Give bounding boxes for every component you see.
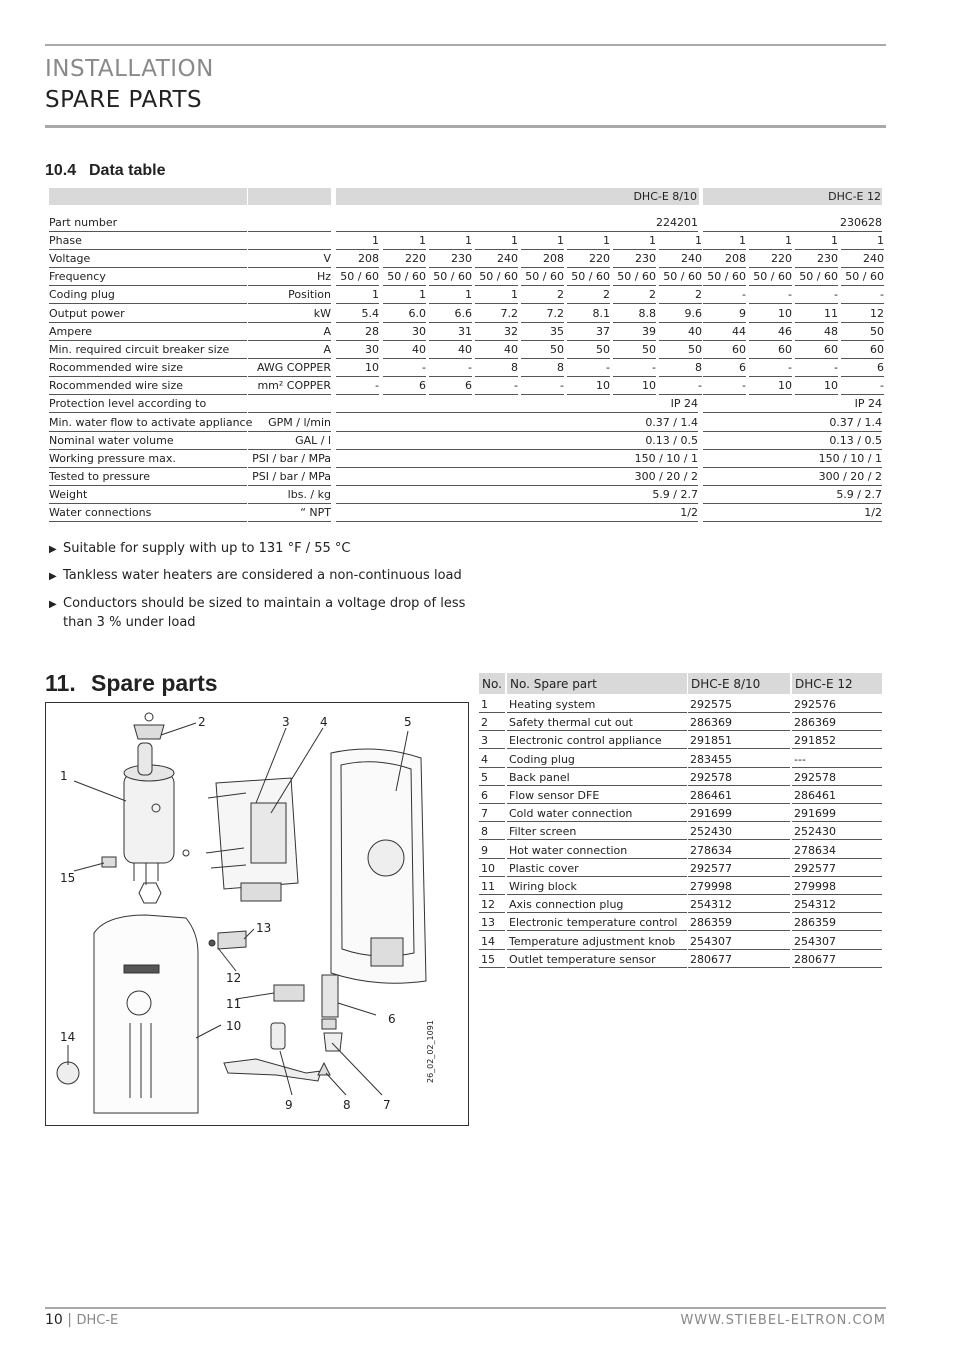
row-value: 50 / 60 bbox=[841, 268, 884, 286]
data-table-row bbox=[45, 432, 886, 450]
row-value: 50 / 60 bbox=[703, 268, 746, 286]
data-table-row bbox=[45, 504, 886, 522]
part-number-b: 254312 bbox=[792, 896, 882, 913]
row-value: 2 bbox=[659, 286, 702, 304]
data-table-row bbox=[45, 450, 886, 468]
callout-10: 10 bbox=[226, 1019, 242, 1033]
row-value: 1 bbox=[429, 286, 472, 304]
page-number: 10 bbox=[45, 1312, 63, 1328]
row-unit: A bbox=[248, 341, 331, 359]
row-value: 1 bbox=[659, 232, 702, 250]
header-rule-top bbox=[45, 44, 886, 46]
row-value: 50 / 60 bbox=[795, 268, 838, 286]
row-value-model-b: 0.13 / 0.5 bbox=[703, 432, 882, 450]
part-no: 7 bbox=[479, 805, 505, 822]
row-unit: lbs. / kg bbox=[248, 486, 331, 504]
spare-parts-heading: 11. Spare parts bbox=[45, 670, 218, 696]
part-name: Cold water connection bbox=[507, 805, 687, 822]
part-number-b: 291699 bbox=[792, 805, 882, 822]
spare-parts-row bbox=[479, 732, 883, 750]
row-value: 208 bbox=[336, 250, 379, 268]
row-value-model-a: 300 / 20 / 2 bbox=[336, 468, 698, 486]
spare-parts-row bbox=[479, 751, 883, 769]
footer-url: WWW.STIEBEL-ELTRON.COM bbox=[680, 1313, 886, 1328]
row-value: - bbox=[475, 377, 518, 395]
row-value: 5.4 bbox=[336, 305, 379, 323]
row-unit bbox=[248, 232, 331, 250]
row-value: 48 bbox=[795, 323, 838, 341]
row-value: 1 bbox=[613, 232, 656, 250]
row-value: 208 bbox=[521, 250, 564, 268]
callout-6: 6 bbox=[388, 1012, 396, 1026]
row-value: - bbox=[429, 359, 472, 377]
row-unit bbox=[248, 395, 331, 413]
row-value: 12 bbox=[841, 305, 884, 323]
spare-parts-row bbox=[479, 914, 883, 932]
part-number-a: 291851 bbox=[688, 732, 790, 749]
row-label: Working pressure max. bbox=[49, 450, 247, 468]
spare-parts-row bbox=[479, 896, 883, 914]
data-table-header-blank bbox=[49, 188, 247, 205]
part-name: Hot water connection bbox=[507, 842, 687, 859]
diagram-code: 26_02_02_1091 bbox=[426, 1020, 435, 1083]
part-no: 12 bbox=[479, 896, 505, 913]
row-value: - bbox=[795, 286, 838, 304]
part-number-a: 286359 bbox=[688, 914, 790, 931]
part-no: 1 bbox=[479, 696, 505, 713]
row-unit: PSI / bar / MPa bbox=[248, 450, 331, 468]
row-label: Weight bbox=[49, 486, 247, 504]
row-value: - bbox=[659, 377, 702, 395]
row-value: 220 bbox=[749, 250, 792, 268]
row-label: Frequency bbox=[49, 268, 247, 286]
row-value: 50 / 60 bbox=[475, 268, 518, 286]
row-value: 8.1 bbox=[567, 305, 610, 323]
row-value: 60 bbox=[841, 341, 884, 359]
part-number-b: 279998 bbox=[792, 878, 882, 895]
row-unit: “ NPT bbox=[248, 504, 331, 522]
row-value: 6 bbox=[383, 377, 426, 395]
part-no: 2 bbox=[479, 714, 505, 731]
part-name: Outlet temperature sensor bbox=[507, 951, 687, 968]
row-value: - bbox=[795, 359, 838, 377]
part-name: Filter screen bbox=[507, 823, 687, 840]
part-number-a: 283455 bbox=[688, 751, 790, 768]
row-value: - bbox=[521, 377, 564, 395]
row-value: 2 bbox=[567, 286, 610, 304]
row-value: 50 / 60 bbox=[429, 268, 472, 286]
row-value: 2 bbox=[613, 286, 656, 304]
row-value: - bbox=[841, 286, 884, 304]
row-value: 1 bbox=[475, 286, 518, 304]
callout-14: 14 bbox=[60, 1030, 76, 1044]
row-value: 28 bbox=[336, 323, 379, 341]
row-value-model-b: 1/2 bbox=[703, 504, 882, 522]
part-name: Flow sensor DFE bbox=[507, 787, 687, 804]
row-value: 50 / 60 bbox=[336, 268, 379, 286]
spare-parts-row bbox=[479, 860, 883, 878]
row-unit: GAL / l bbox=[248, 432, 331, 450]
header-section: INSTALLATION bbox=[45, 56, 214, 82]
row-value: 50 / 60 bbox=[567, 268, 610, 286]
row-label: Water connections bbox=[49, 504, 247, 522]
row-label: Coding plug bbox=[49, 286, 247, 304]
part-name: Safety thermal cut out bbox=[507, 714, 687, 731]
part-number-b: 254307 bbox=[792, 933, 882, 950]
row-value: 50 bbox=[659, 341, 702, 359]
row-unit: A bbox=[248, 323, 331, 341]
callout-9: 9 bbox=[285, 1098, 293, 1112]
row-value-model-b: 0.37 / 1.4 bbox=[703, 414, 882, 432]
row-value: 208 bbox=[703, 250, 746, 268]
part-number-b: 292576 bbox=[792, 696, 882, 713]
row-value: 10 bbox=[749, 377, 792, 395]
row-value: - bbox=[336, 377, 379, 395]
row-value: - bbox=[703, 286, 746, 304]
spare-parts-row bbox=[479, 787, 883, 805]
row-value: 10 bbox=[567, 377, 610, 395]
row-value: 1 bbox=[841, 232, 884, 250]
row-value: 50 bbox=[613, 341, 656, 359]
part-number-a: 286369 bbox=[688, 714, 790, 731]
row-value: 1 bbox=[795, 232, 838, 250]
part-number-b: 286359 bbox=[792, 914, 882, 931]
data-table-model-a: DHC-E 8/10 bbox=[336, 188, 699, 205]
row-value: 230 bbox=[795, 250, 838, 268]
part-number-b: 252430 bbox=[792, 823, 882, 840]
callout-8: 8 bbox=[343, 1098, 351, 1112]
row-label: Protection level according to bbox=[49, 395, 247, 413]
row-value-model-a: 150 / 10 / 1 bbox=[336, 450, 698, 468]
row-value-model-b: 230628 bbox=[703, 214, 882, 232]
data-table-row bbox=[45, 214, 886, 232]
part-number-b: 286461 bbox=[792, 787, 882, 804]
data-table-row bbox=[45, 414, 886, 432]
part-number-a: 254312 bbox=[688, 896, 790, 913]
row-label: Part number bbox=[49, 214, 247, 232]
part-number-b: 280677 bbox=[792, 951, 882, 968]
part-no: 13 bbox=[479, 914, 505, 931]
row-value-model-a: 5.9 / 2.7 bbox=[336, 486, 698, 504]
row-value: 30 bbox=[383, 323, 426, 341]
spare-parts-row bbox=[479, 714, 883, 732]
row-value: 1 bbox=[749, 232, 792, 250]
part-name: Electronic temperature control bbox=[507, 914, 687, 931]
part-number-a: 279998 bbox=[688, 878, 790, 895]
row-label: Phase bbox=[49, 232, 247, 250]
row-value: 6 bbox=[703, 359, 746, 377]
spare-parts-col-part: No. Spare part bbox=[507, 673, 687, 694]
part-name: Back panel bbox=[507, 769, 687, 786]
row-value: 35 bbox=[521, 323, 564, 341]
part-number-b: 278634 bbox=[792, 842, 882, 859]
row-value: 46 bbox=[749, 323, 792, 341]
row-value: 10 bbox=[336, 359, 379, 377]
row-value: 40 bbox=[475, 341, 518, 359]
part-number-b: 292578 bbox=[792, 769, 882, 786]
part-number-a: 291699 bbox=[688, 805, 790, 822]
header-rule-bottom bbox=[45, 125, 886, 128]
row-value: 40 bbox=[429, 341, 472, 359]
part-number-a: 292577 bbox=[688, 860, 790, 877]
callout-1: 1 bbox=[60, 769, 68, 783]
row-value: 30 bbox=[336, 341, 379, 359]
data-table-row bbox=[45, 395, 886, 413]
row-value: 7.2 bbox=[521, 305, 564, 323]
callout-3: 3 bbox=[282, 715, 290, 729]
row-unit bbox=[248, 214, 331, 232]
data-table-row bbox=[45, 468, 886, 486]
row-value: - bbox=[841, 377, 884, 395]
part-no: 5 bbox=[479, 769, 505, 786]
data-table-row bbox=[45, 341, 886, 359]
row-value: 32 bbox=[475, 323, 518, 341]
callout-13: 13 bbox=[256, 921, 272, 935]
row-value-model-a: 1/2 bbox=[336, 504, 698, 522]
callout-15: 15 bbox=[60, 871, 76, 885]
part-no: 6 bbox=[479, 787, 505, 804]
data-table-row bbox=[45, 232, 886, 250]
row-value: - bbox=[567, 359, 610, 377]
spare-parts-row bbox=[479, 933, 883, 951]
row-value: 40 bbox=[383, 341, 426, 359]
row-unit: GPM / l/min bbox=[248, 414, 331, 432]
row-value: 7.2 bbox=[475, 305, 518, 323]
row-value: 6.6 bbox=[429, 305, 472, 323]
part-no: 14 bbox=[479, 933, 505, 950]
row-unit: PSI / bar / MPa bbox=[248, 468, 331, 486]
row-label: Min. water flow to activate appliance bbox=[49, 414, 247, 432]
row-value: 40 bbox=[659, 323, 702, 341]
row-value: 1 bbox=[336, 232, 379, 250]
page-title: SPARE PARTS bbox=[45, 87, 203, 113]
callout-12: 12 bbox=[226, 971, 242, 985]
row-value: 8 bbox=[475, 359, 518, 377]
row-unit: Hz bbox=[248, 268, 331, 286]
exploded-view-diagram bbox=[45, 702, 469, 1126]
row-value: 1 bbox=[429, 232, 472, 250]
row-label: Rocommended wire size bbox=[49, 359, 247, 377]
callout-5: 5 bbox=[404, 715, 412, 729]
row-value: 8 bbox=[521, 359, 564, 377]
row-value: - bbox=[749, 359, 792, 377]
row-value: 240 bbox=[659, 250, 702, 268]
note-item: ▶ Tankless water heaters are considered a non-continuous load bbox=[49, 568, 462, 583]
row-value: 50 / 60 bbox=[749, 268, 792, 286]
part-no: 11 bbox=[479, 878, 505, 895]
row-value: 230 bbox=[429, 250, 472, 268]
row-value: 6 bbox=[429, 377, 472, 395]
data-table-heading: 10.4 Data table bbox=[45, 162, 166, 179]
row-value: 1 bbox=[703, 232, 746, 250]
part-number-a: 254307 bbox=[688, 933, 790, 950]
spare-parts-row bbox=[479, 696, 883, 714]
part-number-a: 292578 bbox=[688, 769, 790, 786]
spare-parts-col-a: DHC-E 8/10 bbox=[688, 673, 790, 694]
row-value: 31 bbox=[429, 323, 472, 341]
row-value: 50 bbox=[567, 341, 610, 359]
row-value: - bbox=[703, 377, 746, 395]
spare-parts-row bbox=[479, 951, 883, 969]
part-number-a: 292575 bbox=[688, 696, 790, 713]
part-no: 8 bbox=[479, 823, 505, 840]
row-unit: Position bbox=[248, 286, 331, 304]
row-value: 8.8 bbox=[613, 305, 656, 323]
data-table-row bbox=[45, 486, 886, 504]
row-value: 1 bbox=[383, 232, 426, 250]
row-value: 1 bbox=[383, 286, 426, 304]
row-label: Rocommended wire size bbox=[49, 377, 247, 395]
callout-7: 7 bbox=[383, 1098, 391, 1112]
spare-parts-row bbox=[479, 769, 883, 787]
part-name: Electronic control appliance bbox=[507, 732, 687, 749]
part-name: Coding plug bbox=[507, 751, 687, 768]
data-table-row bbox=[45, 286, 886, 304]
exploded-view-drawing bbox=[46, 703, 468, 1125]
part-number-b: 291852 bbox=[792, 732, 882, 749]
data-table-row bbox=[45, 250, 886, 268]
row-value: 8 bbox=[659, 359, 702, 377]
row-value: 240 bbox=[841, 250, 884, 268]
row-value: 220 bbox=[383, 250, 426, 268]
row-label: Min. required circuit breaker size bbox=[49, 341, 247, 359]
row-value: 44 bbox=[703, 323, 746, 341]
data-table-row bbox=[45, 323, 886, 341]
row-value-model-b: 300 / 20 / 2 bbox=[703, 468, 882, 486]
part-name: Plastic cover bbox=[507, 860, 687, 877]
row-label: Nominal water volume bbox=[49, 432, 247, 450]
row-value: 220 bbox=[567, 250, 610, 268]
row-value: 50 bbox=[521, 341, 564, 359]
row-value: 11 bbox=[795, 305, 838, 323]
row-value: 50 / 60 bbox=[613, 268, 656, 286]
row-value: 1 bbox=[567, 232, 610, 250]
callout-11: 11 bbox=[226, 997, 242, 1011]
part-number-a: 280677 bbox=[688, 951, 790, 968]
row-value: 2 bbox=[521, 286, 564, 304]
callout-2: 2 bbox=[198, 715, 206, 729]
part-no: 4 bbox=[479, 751, 505, 768]
row-unit: mm² COPPER bbox=[248, 377, 331, 395]
row-value-model-b: 5.9 / 2.7 bbox=[703, 486, 882, 504]
spare-parts-row bbox=[479, 878, 883, 896]
row-value: 6 bbox=[841, 359, 884, 377]
row-value: 60 bbox=[749, 341, 792, 359]
row-value-model-a: IP 24 bbox=[336, 395, 698, 413]
part-name: Temperature adjustment knob bbox=[507, 933, 687, 950]
row-value: 9 bbox=[703, 305, 746, 323]
row-value: - bbox=[383, 359, 426, 377]
note-item: ▶ Suitable for supply with up to 131 °F / 55 °C bbox=[49, 541, 351, 556]
data-table-row bbox=[45, 377, 886, 395]
row-value: 60 bbox=[703, 341, 746, 359]
row-unit: V bbox=[248, 250, 331, 268]
row-unit: AWG COPPER bbox=[248, 359, 331, 377]
row-value-model-a: 0.37 / 1.4 bbox=[336, 414, 698, 432]
data-table-row bbox=[45, 268, 886, 286]
row-value-model-b: 150 / 10 / 1 bbox=[703, 450, 882, 468]
row-value: 39 bbox=[613, 323, 656, 341]
row-value: 1 bbox=[521, 232, 564, 250]
part-no: 15 bbox=[479, 951, 505, 968]
row-value-model-a: 224201 bbox=[336, 214, 698, 232]
part-number-a: 278634 bbox=[688, 842, 790, 859]
part-number-b: --- bbox=[792, 751, 882, 768]
row-value: 10 bbox=[749, 305, 792, 323]
data-table-model-b: DHC-E 12 bbox=[703, 188, 882, 205]
row-value: 50 / 60 bbox=[383, 268, 426, 286]
row-unit: kW bbox=[248, 305, 331, 323]
row-label: Voltage bbox=[49, 250, 247, 268]
row-value: 10 bbox=[795, 377, 838, 395]
part-number-b: 286369 bbox=[792, 714, 882, 731]
part-number-b: 292577 bbox=[792, 860, 882, 877]
row-value: 50 / 60 bbox=[521, 268, 564, 286]
row-value: 9.6 bbox=[659, 305, 702, 323]
row-value: - bbox=[613, 359, 656, 377]
row-value: 240 bbox=[475, 250, 518, 268]
row-value: - bbox=[749, 286, 792, 304]
row-value: 60 bbox=[795, 341, 838, 359]
row-label: Tested to pressure bbox=[49, 468, 247, 486]
row-label: Output power bbox=[49, 305, 247, 323]
data-table-header-blank bbox=[248, 188, 331, 205]
row-value-model-b: IP 24 bbox=[703, 395, 882, 413]
spare-parts-row bbox=[479, 842, 883, 860]
spare-parts-row bbox=[479, 823, 883, 841]
data-table-row bbox=[45, 305, 886, 323]
part-no: 3 bbox=[479, 732, 505, 749]
callout-4: 4 bbox=[320, 715, 328, 729]
row-value: 230 bbox=[613, 250, 656, 268]
row-value: 1 bbox=[475, 232, 518, 250]
row-value: 1 bbox=[336, 286, 379, 304]
part-no: 10 bbox=[479, 860, 505, 877]
spare-parts-col-no: No. bbox=[479, 673, 505, 694]
footer-left: 10 | DHC-E bbox=[45, 1312, 119, 1328]
row-value: 10 bbox=[613, 377, 656, 395]
part-number-a: 286461 bbox=[688, 787, 790, 804]
part-no: 9 bbox=[479, 842, 505, 859]
row-value: 6.0 bbox=[383, 305, 426, 323]
row-value-model-a: 0.13 / 0.5 bbox=[336, 432, 698, 450]
footer-rule bbox=[45, 1307, 886, 1309]
data-table-row bbox=[45, 359, 886, 377]
row-value: 50 bbox=[841, 323, 884, 341]
row-value: 37 bbox=[567, 323, 610, 341]
row-value: 50 / 60 bbox=[659, 268, 702, 286]
footer-model: DHC-E bbox=[76, 1313, 119, 1328]
spare-parts-col-b: DHC-E 12 bbox=[792, 673, 882, 694]
part-number-a: 252430 bbox=[688, 823, 790, 840]
part-name: Heating system bbox=[507, 696, 687, 713]
row-label: Ampere bbox=[49, 323, 247, 341]
part-name: Axis connection plug bbox=[507, 896, 687, 913]
part-name: Wiring block bbox=[507, 878, 687, 895]
spare-parts-row bbox=[479, 805, 883, 823]
note-item: ▶ Conductors should be sized to maintain a voltage drop of less than 3 % under load bbox=[49, 596, 466, 630]
